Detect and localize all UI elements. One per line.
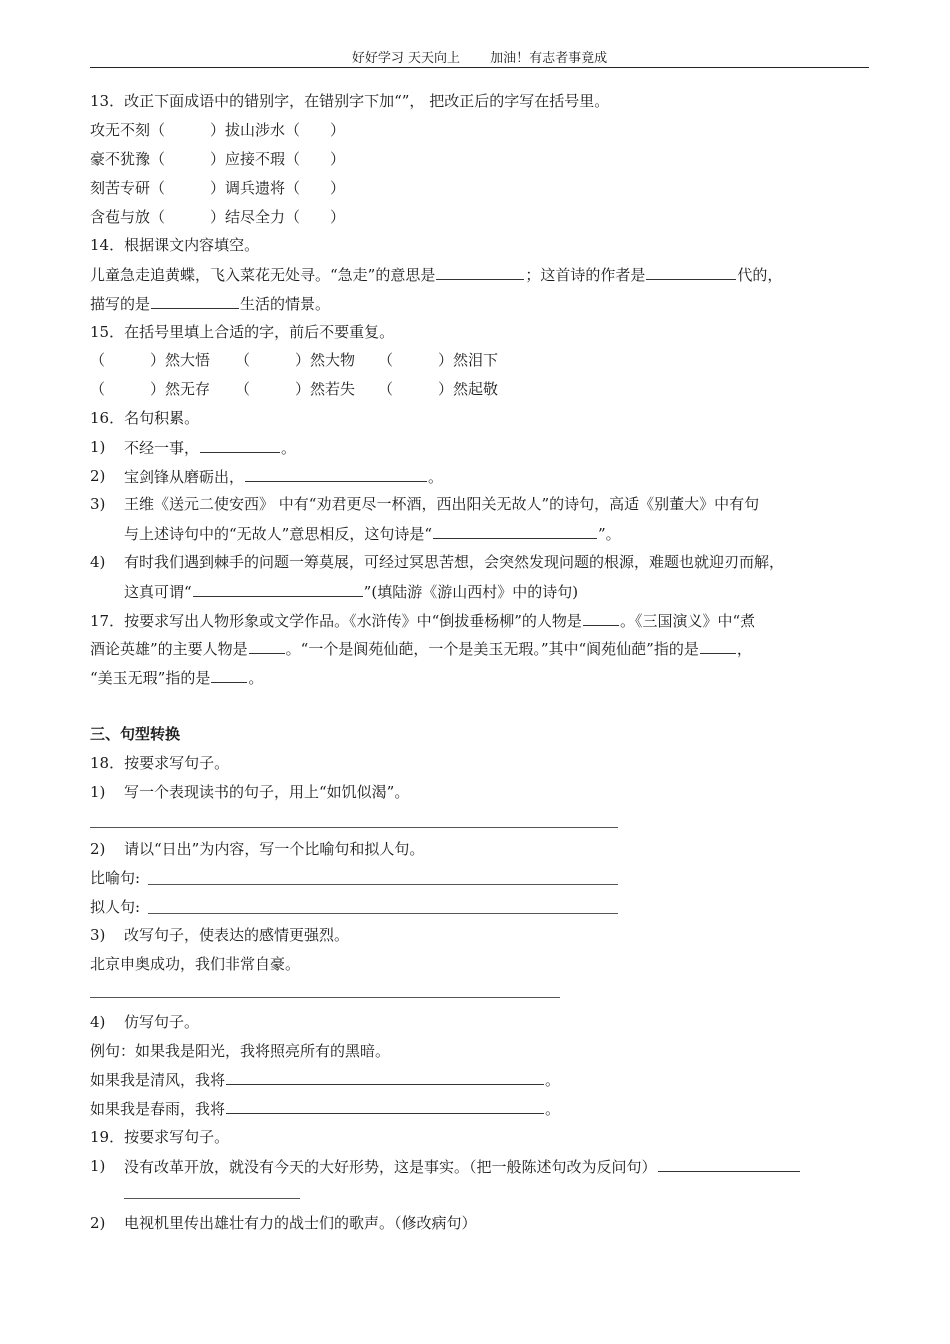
answer-line[interactable] [124, 1198, 300, 1199]
q16-item-2: 宝剑锋从磨砺出， 。 [124, 468, 444, 486]
q18-item-3: 改写句子，使表达的感情更强烈。 [124, 926, 350, 944]
item-number: 2) [90, 1214, 106, 1232]
answer-blank[interactable] [226, 1070, 544, 1085]
answer-blank[interactable] [193, 582, 363, 597]
answer-blank[interactable] [658, 1157, 800, 1172]
answer-blank[interactable] [151, 294, 239, 309]
q13-row-4: 含苞与放（ ）结尽全力（ ） [90, 208, 346, 226]
personify-line: 拟人句: [90, 898, 141, 916]
q13-row-2: 豪不犹豫（ ）应接不瑕（ ） [90, 150, 346, 168]
answer-blank[interactable] [700, 639, 736, 654]
q16-item-4-line-1: 有时我们遇到棘手的问题一筹莫展，可经过冥思苦想，会突然发现问题的根源，难题也就迎刃而解， [124, 553, 785, 571]
answer-blank[interactable] [249, 639, 285, 654]
imitation-1: 如果我是清风，我将 。 [90, 1071, 561, 1089]
q17-line-3: “美玉无瑕”指的是 。 [90, 669, 264, 687]
q15-row-1: （ ）然大悟 （ ）然大物 （ ）然泪下 [90, 351, 499, 369]
answer-line[interactable] [90, 997, 560, 998]
header-left: 好好学习 天天向上 [351, 51, 461, 66]
q18-item-3-sentence: 北京申奥成功，我们非常自豪。 [90, 955, 301, 973]
answer-line[interactable] [90, 827, 618, 828]
item-number: 1) [90, 1157, 106, 1175]
item-number: 2) [90, 467, 106, 485]
q14-line-2: 描写的是 生活的情景。 [90, 295, 331, 313]
q18-title: 18．按要求写句子。 [90, 754, 230, 772]
q16-title: 16．名句积累。 [90, 409, 200, 427]
answer-blank[interactable] [200, 438, 280, 453]
answer-blank[interactable] [245, 467, 427, 482]
item-number: 1) [90, 438, 106, 456]
q17-line-1: 17．按要求写出人物形象或文学作品。《水浒传》中“倒拔垂杨柳”的人物是 。《三国演义》中“煮 [90, 612, 756, 630]
q18-item-2: 请以“日出”为内容，写一个比喻句和拟人句。 [124, 840, 425, 858]
q19-item-1: 没有改革开放，就没有今天的大好形势，这是事实。（把一般陈述句改为反问句） [124, 1157, 801, 1176]
page-header [90, 50, 869, 68]
q19-title: 19．按要求写句子。 [90, 1128, 230, 1146]
q19-item-2: 电视机里传出雄壮有力的战士们的歌声。（修改病句） [124, 1214, 477, 1232]
q14-line-1: 儿童急走追黄蝶，飞入菜花无处寻。“急走”的意思是 ；这首诗的作者是 代的， [90, 266, 783, 284]
section-title: 三、句型转换 [90, 725, 181, 743]
q13-title: 13．改正下面成语中的错别字，在错别字下加“”， 把改正后的字写在括号里。 [90, 92, 610, 110]
answer-blank[interactable] [646, 265, 736, 280]
header-right: 加油！有志者事竟成 [490, 51, 608, 66]
item-number: 4) [90, 553, 106, 571]
answer-line[interactable] [148, 913, 618, 914]
answer-blank[interactable] [211, 668, 247, 683]
example-sentence: 例句：如果我是阳光，我将照亮所有的黑暗。 [90, 1042, 391, 1060]
q13-row-1: 攻无不刻（ ）拔山涉水（ ） [90, 121, 346, 139]
q17-line-2: 酒论英雄”的主要人物是 。“一个是阆苑仙葩，一个是美玉无瑕。”其中“阆苑仙葩”指的是 ， [90, 640, 752, 658]
item-number: 2) [90, 840, 106, 858]
answer-blank[interactable] [226, 1099, 544, 1114]
q18-item-4: 仿写句子。 [124, 1013, 200, 1031]
q18-item-1: 写一个表现读书的句子，用上“如饥似渴”。 [124, 783, 410, 801]
item-number: 1) [90, 783, 106, 801]
answer-blank[interactable] [436, 265, 524, 280]
answer-line[interactable] [148, 884, 618, 885]
item-number: 3) [90, 495, 106, 513]
q16-item-3-line-2: 与上述诗句中的“无故人”意思相反，这句诗是“ ”。 [124, 525, 621, 543]
answer-blank[interactable] [433, 524, 597, 539]
imitation-2: 如果我是春雨，我将 。 [90, 1100, 561, 1118]
q15-title: 15．在括号里填上合适的字，前后不要重复。 [90, 323, 395, 341]
q16-item-1: 不经一事， 。 [124, 439, 297, 457]
q14-title: 14．根据课文内容填空。 [90, 236, 260, 254]
simile-line: 比喻句: [90, 869, 141, 887]
item-number: 4) [90, 1013, 106, 1031]
item-number: 3) [90, 926, 106, 944]
q16-item-3-line-1: 王维《送元二使安西》 中有“劝君更尽一杯酒，西出阳关无故人”的诗句，高适《别董大》中有句 [124, 495, 760, 513]
q13-row-3: 刻苦专研（ ）调兵遗将（ ） [90, 179, 346, 197]
q16-item-4-line-2: 这真可谓“ ”(填陆游《游山西村》中的诗句) [124, 583, 579, 601]
q15-row-2: （ ）然无存 （ ）然若失 （ ）然起敬 [90, 380, 499, 398]
answer-blank[interactable] [583, 611, 619, 626]
